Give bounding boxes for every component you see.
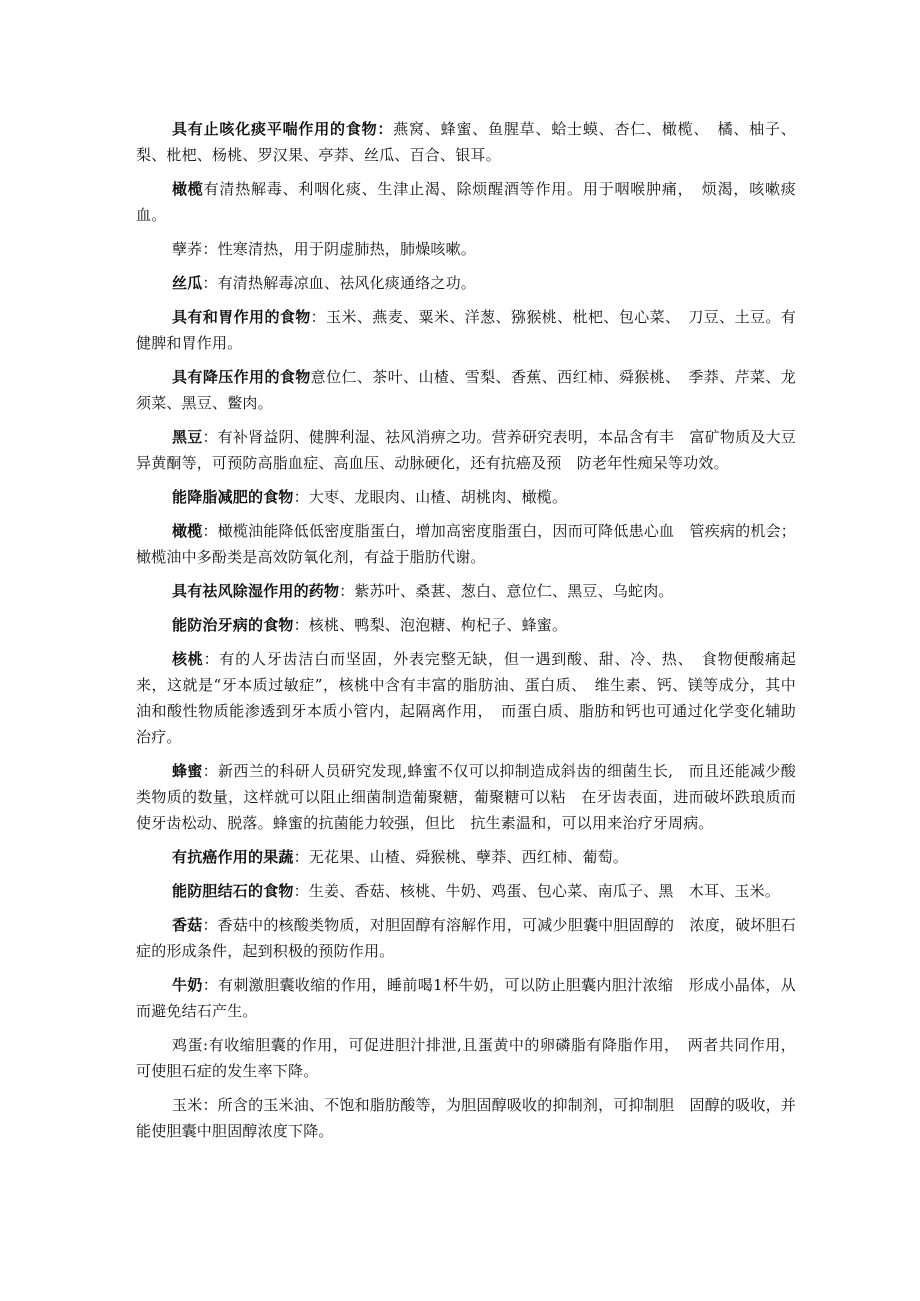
- paragraph-text: 意位仁、茶叶、山楂、雪梨、香蕉、西红柿、舜猴桃、 季莽、芹菜、龙须菜、黑豆、鳖肉。: [136, 368, 796, 412]
- paragraph-text: ：有清热解毒凉血、祛风化痰通络之功。: [202, 274, 477, 292]
- paragraph-text: ：大枣、龙眼肉、山楂、胡桃肉、橄榄。: [293, 488, 568, 506]
- paragraph-heading: 具有祛风除湿作用的药物: [172, 582, 340, 600]
- paragraph-text: ：橄榄油能降低低密度脂蛋白，增加高密度脂蛋白，因而可降低患心血 管疾病的机会；橄榄油中多酚类是高效防氧化剂，有益于脂肪代谢。: [136, 522, 796, 566]
- paragraph-egg: [136, 1032, 796, 1084]
- paragraph-gallstone-foods: [136, 878, 796, 904]
- paragraph-heading: 有抗癌作用的果蔬: [172, 848, 294, 866]
- paragraph-milk: [136, 972, 796, 1024]
- paragraph-corn: [136, 1092, 796, 1144]
- paragraph-black-beans: [136, 424, 796, 476]
- paragraph-text: 玉米：所含的玉米油、不饱和脂肪酸等，为胆固醇吸收的抑制剂，可抑制胆 固醇的吸收，并能使胆囊中胆固醇浓度下降。: [136, 1096, 796, 1140]
- paragraph-text: ：核桃、鸭梨、泡泡糖、枸杞子、蜂蜜。: [293, 616, 568, 634]
- document-body: [136, 116, 796, 1152]
- paragraph-heading: 具有止咳化痰平喘作用的食物：: [172, 120, 394, 138]
- paragraph-text: ：紫苏叶、桑葚、葱白、意位仁、黑豆、乌蛇肉。: [339, 582, 674, 600]
- paragraph-heading: 黑豆: [172, 428, 203, 446]
- paragraph-stomach-foods: [136, 304, 796, 356]
- paragraph-text: ：玉米、燕麦、粟米、洋葱、猕猴桃、枇杷、包心菜、 刀豆、土豆。有健脾和胃作用。: [136, 308, 796, 352]
- paragraph-heading: 具有降压作用的食物: [172, 368, 311, 386]
- paragraph-olive: [136, 176, 796, 228]
- paragraph-text: ：有的人牙齿洁白而坚固，外表完整无缺，但一遇到酸、甜、冷、热、 食物便酸痛起来，这就是“牙本质过敏症”，核桃中含有丰富的脂肪油、蛋白质、 维生素、钙、镁等成分，其中油和酸性物质能渗透到牙本质小管内，起隔离作用， 而蛋白质、脂肪和钙也可通过化学变化辅助治疗。: [136, 650, 796, 746]
- paragraph-heading: 橄榄: [172, 522, 203, 540]
- paragraph-text: ：生姜、香菇、核桃、牛奶、鸡蛋、包心菜、南瓜子、黑 木耳、玉米。: [293, 882, 781, 900]
- paragraph-walnut: [136, 646, 796, 750]
- paragraph-lipid-foods: [136, 484, 796, 510]
- paragraph-shiitake: [136, 912, 796, 964]
- paragraph-text: ：新西兰的科研人员研究发现,蜂蜜不仅可以抑制造成斜齿的细菌生长, 而且还能减少酸类物质的数量，这样就可以阻止细菌制造葡聚糖，葡聚糖可以粘 在牙齿表面，进而破坏跌琅质而使牙齿松动、脱落。蜂蜜的抗菌能力较强，但比 抗生素温和，可以用来治疗牙周病。: [136, 762, 796, 832]
- paragraph-anticancer-foods: [136, 844, 796, 870]
- paragraph-heading: 具有和胃作用的食物: [172, 308, 311, 326]
- paragraph-water-chestnut: [136, 236, 796, 262]
- paragraph-text: ：有补肾益阴、健脾利湿、祛风消痹之功。营养研究表明，本品含有丰 富矿物质及大豆异黄酮等，可预防高脂血症、高血压、动脉硬化，还有抗癌及预 防老年性痴呆等功效。: [136, 428, 796, 472]
- paragraph-heading: 能降脂减肥的食物: [172, 488, 294, 506]
- paragraph-olive-oil: [136, 518, 796, 570]
- paragraph-heading: 能防胆结石的食物: [172, 882, 294, 900]
- paragraph-text: 孽荞：性寒清热，用于阴虚肺热，肺燥咳嗽。: [172, 240, 477, 258]
- paragraph-heading: 能防治牙病的食物: [172, 616, 294, 634]
- paragraph-loofah: [136, 270, 796, 296]
- paragraph-heading: 核桃: [172, 650, 204, 668]
- paragraph-text: ：香菇中的核酸类物质，对胆固醇有溶解作用，可减少胆囊中胆固醇的 浓度，破坏胆石症的形成条件，起到积极的预防作用。: [136, 916, 796, 960]
- paragraph-heading: 丝瓜: [172, 274, 203, 292]
- paragraph-text: ：无花果、山楂、舜猴桃、孽莽、西红柿、葡萄。: [293, 848, 629, 866]
- paragraph-heading: 香菇: [172, 916, 203, 934]
- paragraph-dental-foods: [136, 612, 796, 638]
- paragraph-text: ：有刺激胆囊收缩的作用，睡前喝1杯牛奶，可以防止胆囊内胆汁浓缩 形成小晶体，从而避免结石产生。: [136, 976, 796, 1020]
- paragraph-heading: 牛奶: [172, 976, 203, 994]
- paragraph-heading: 橄榄: [172, 180, 204, 198]
- paragraph-text: 燕窝、蜂蜜、鱼腥草、蛤士蟆、杏仁、橄榄、 橘、柚子、梨、枇杷、杨桃、罗汉果、亭莽、丝瓜、百合、银耳。: [136, 120, 796, 164]
- paragraph-dampness-foods: [136, 578, 796, 604]
- paragraph-heading: 蜂蜜: [172, 762, 203, 780]
- paragraph-cough-foods: [136, 116, 796, 168]
- paragraph-honey: [136, 758, 796, 836]
- paragraph-text: 鸡蛋:有收缩胆囊的作用，可促进胆汁排泄,且蛋黄中的卵磷脂有降脂作用， 两者共同作用，可使胆石症的发生率下降。: [136, 1036, 796, 1080]
- paragraph-text: 有清热解毒、利咽化痰、生津止渴、除烦醒酒等作用。用于咽喉肿痛， 烦渴，咳嗽痰血。: [136, 180, 796, 224]
- paragraph-blood-pressure-foods: [136, 364, 796, 416]
